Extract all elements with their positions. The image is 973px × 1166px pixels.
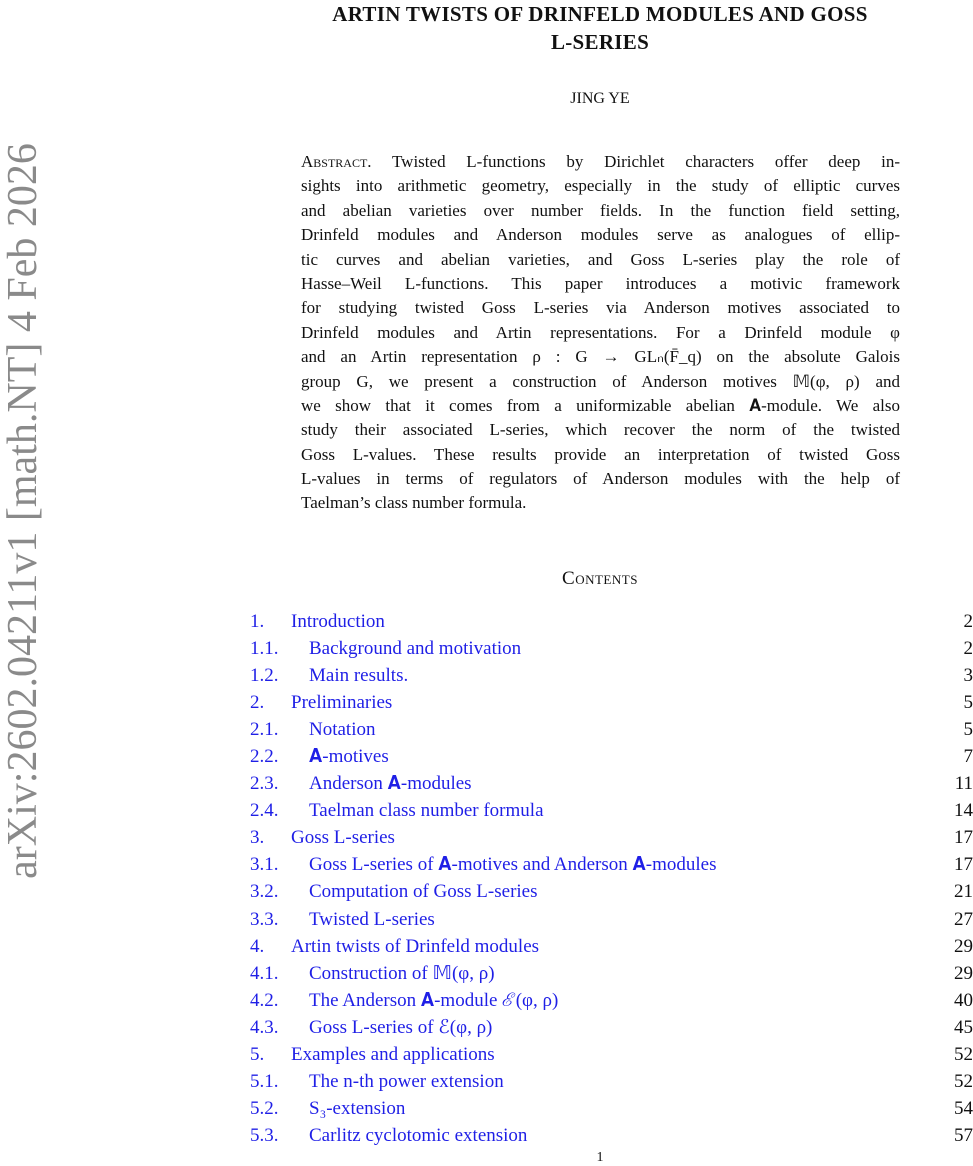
toc-section-number[interactable]: 3.3. <box>250 908 279 930</box>
abstract-text: sights into arithmetic geometry, especially in the study of elliptic curves <box>301 176 900 196</box>
abstract-text: for studying twisted Goss L-series via Anderson motives associated to <box>301 298 900 318</box>
toc-section-number[interactable]: 2.3. <box>250 773 279 795</box>
toc-section-link[interactable]: Goss L-series of ℰ(φ, ρ) <box>309 1016 493 1038</box>
toc-page-number: 29 <box>954 962 973 984</box>
toc-entry[interactable] <box>250 743 973 770</box>
abstract-text: Hasse–Weil L-functions. This paper introduces a motivic framework <box>301 273 900 293</box>
toc-section-link[interactable]: 𝐀-motives <box>309 746 389 768</box>
toc-page-number: 14 <box>954 800 973 822</box>
toc-page-number: 57 <box>954 1124 973 1146</box>
toc-section-number[interactable]: 3. <box>250 827 265 849</box>
toc-section-link[interactable]: Artin twists of Drinfeld modules <box>291 935 540 957</box>
toc-page-number: 21 <box>954 881 973 903</box>
author-name: JING YE <box>570 90 630 107</box>
contents-heading: Contents <box>562 568 638 589</box>
abstract-text: Twisted L-functions by Dirichlet characters offer deep in- <box>391 152 900 171</box>
toc-page-number: 2 <box>963 611 973 632</box>
toc-page-number: 2 <box>963 638 973 660</box>
toc-section-link[interactable]: Preliminaries <box>291 692 393 714</box>
toc-page-number: 45 <box>954 1016 973 1038</box>
abstract-line <box>301 443 900 467</box>
toc-section-link[interactable]: Construction of 𝕄(φ, ρ) <box>309 962 495 984</box>
toc-section-number[interactable]: 4.1. <box>250 962 279 984</box>
toc-section-number[interactable]: 5.2. <box>250 1097 279 1119</box>
toc-entry[interactable] <box>250 689 973 716</box>
toc-section-link[interactable]: Goss L-series of 𝐀-motives and Anderson 𝐀-modules <box>309 854 717 876</box>
toc-entry[interactable] <box>250 1068 973 1095</box>
toc-page-number: 17 <box>954 854 973 876</box>
toc-page-number: 5 <box>963 692 973 714</box>
toc-section-number[interactable]: 5.1. <box>250 1070 279 1092</box>
abstract-line <box>301 467 900 491</box>
abstract-line <box>301 296 900 320</box>
table-of-contents <box>250 608 973 1149</box>
abstract-line <box>301 248 900 272</box>
toc-page-number: 52 <box>954 1043 973 1065</box>
paper-title <box>240 0 960 56</box>
toc-page-number: 11 <box>954 773 973 795</box>
abstract <box>301 150 900 516</box>
abstract-text: and abelian varieties over number fields. In the function field setting, <box>301 200 900 220</box>
abstract-line <box>301 394 900 418</box>
abstract-text: group G, we present a construction of Anderson motives 𝕄(φ, ρ) and <box>301 371 900 391</box>
toc-entry[interactable] <box>250 987 973 1014</box>
title-line-1: ARTIN TWISTS OF DRINFELD MODULES AND GOSS <box>332 2 868 26</box>
abstract-line <box>301 174 900 198</box>
abstract-line <box>301 321 900 345</box>
abstract-text: and an Artin representation ρ : G → GLₙ(F̄_q) on the absolute Galois <box>301 347 900 367</box>
abstract-text: Drinfeld modules and Anderson modules serve as analogues of ellip- <box>301 225 900 245</box>
toc-section-number[interactable]: 2. <box>250 692 265 714</box>
toc-section-link[interactable]: The n-th power extension <box>309 1070 504 1092</box>
toc-entry[interactable] <box>250 635 973 662</box>
abstract-text: study their associated L-series, which recover the norm of the twisted <box>301 420 900 440</box>
toc-entry[interactable] <box>250 933 973 960</box>
abstract-text: we show that it comes from a uniformizable abelian 𝐀-module. We also <box>301 395 900 415</box>
abstract-text: Drinfeld modules and Artin representations. For a Drinfeld module φ <box>301 322 900 342</box>
toc-section-number[interactable]: 2.2. <box>250 746 279 768</box>
toc-entry[interactable] <box>250 770 973 797</box>
abstract-line <box>301 491 900 515</box>
toc-section-number[interactable]: 5. <box>250 1043 265 1065</box>
toc-section-link[interactable]: Notation <box>309 719 376 741</box>
toc-section-link[interactable]: Examples and applications <box>291 1043 495 1065</box>
toc-section-number[interactable]: 1.2. <box>250 665 279 687</box>
toc-entry[interactable] <box>250 960 973 987</box>
abstract-line <box>301 272 900 296</box>
abstract-heading: Abstract. <box>301 152 372 171</box>
toc-section-number[interactable]: 1.1. <box>250 638 279 660</box>
abstract-line <box>301 345 900 369</box>
toc-page-number: 40 <box>954 989 973 1011</box>
toc-entry[interactable] <box>250 851 973 878</box>
toc-page-number: 52 <box>954 1070 973 1092</box>
arxiv-identifier-stamp: arXiv:2602.04211v1 [math.NT] 4 Feb 2026 <box>0 143 46 879</box>
toc-section-link[interactable]: Introduction <box>291 611 385 632</box>
toc-section-number[interactable]: 3.1. <box>250 854 279 876</box>
toc-page-number: 5 <box>963 719 973 741</box>
toc-section-link[interactable]: Background and motivation <box>309 638 522 660</box>
toc-entry[interactable] <box>250 1122 973 1149</box>
abstract-text: L-values in terms of regulators of Anderson modules with the help of <box>301 469 900 489</box>
toc-entry[interactable] <box>250 662 973 689</box>
toc-entry[interactable] <box>250 878 973 905</box>
toc-section-link[interactable]: Twisted L-series <box>309 908 435 930</box>
abstract-line <box>301 199 900 223</box>
toc-section-link[interactable]: Goss L-series <box>291 827 395 849</box>
toc-section-link[interactable]: Main results. <box>309 665 409 687</box>
toc-section-number[interactable]: 5.3. <box>250 1124 279 1146</box>
toc-entry[interactable] <box>250 716 973 743</box>
toc-section-number[interactable]: 2.1. <box>250 719 279 741</box>
toc-page-number: 7 <box>963 746 973 768</box>
toc-section-link[interactable]: Carlitz cyclotomic extension <box>309 1124 528 1146</box>
toc-section-link[interactable]: Taelman class number formula <box>309 800 544 822</box>
page-number: 1 <box>596 1150 604 1165</box>
toc-section-link[interactable]: Anderson 𝐀-modules <box>309 773 472 795</box>
toc-page-number: 3 <box>963 665 973 687</box>
abstract-line <box>301 223 900 247</box>
toc-entry[interactable] <box>250 1095 973 1122</box>
abstract-text: Goss L-values. These results provide an interpretation of twisted Goss <box>301 444 900 464</box>
toc-section-number[interactable]: 4.2. <box>250 989 279 1011</box>
toc-entry[interactable] <box>250 1014 973 1041</box>
abstract-line <box>301 150 900 174</box>
toc-section-number[interactable]: 2.4. <box>250 800 279 822</box>
toc-entry[interactable] <box>250 608 973 635</box>
toc-section-link[interactable]: The Anderson 𝐀-module ℰ(φ, ρ) <box>309 989 559 1011</box>
toc-section-number[interactable]: 3.2. <box>250 881 279 903</box>
toc-page-number: 17 <box>954 827 973 849</box>
toc-entry[interactable] <box>250 824 973 851</box>
toc-section-link[interactable]: S₃-extension <box>309 1097 406 1119</box>
toc-page-number: 54 <box>954 1097 973 1119</box>
toc-page-number: 27 <box>954 908 973 930</box>
toc-section-link[interactable]: Computation of Goss L-series <box>309 881 538 903</box>
toc-entry[interactable] <box>250 906 973 933</box>
toc-entry[interactable] <box>250 797 973 824</box>
title-line-2: L-SERIES <box>550 30 650 54</box>
abstract-line <box>301 418 900 442</box>
toc-section-number[interactable]: 4.3. <box>250 1016 279 1038</box>
toc-page-number: 29 <box>954 935 973 957</box>
abstract-text: Taelman’s class number formula. <box>301 493 527 513</box>
toc-entry[interactable] <box>250 1041 973 1068</box>
toc-section-number[interactable]: 1. <box>250 611 265 632</box>
abstract-text: tic curves and abelian varieties, and Goss L-series play the role of <box>301 249 900 269</box>
toc-section-number[interactable]: 4. <box>250 935 265 957</box>
abstract-line <box>301 370 900 394</box>
